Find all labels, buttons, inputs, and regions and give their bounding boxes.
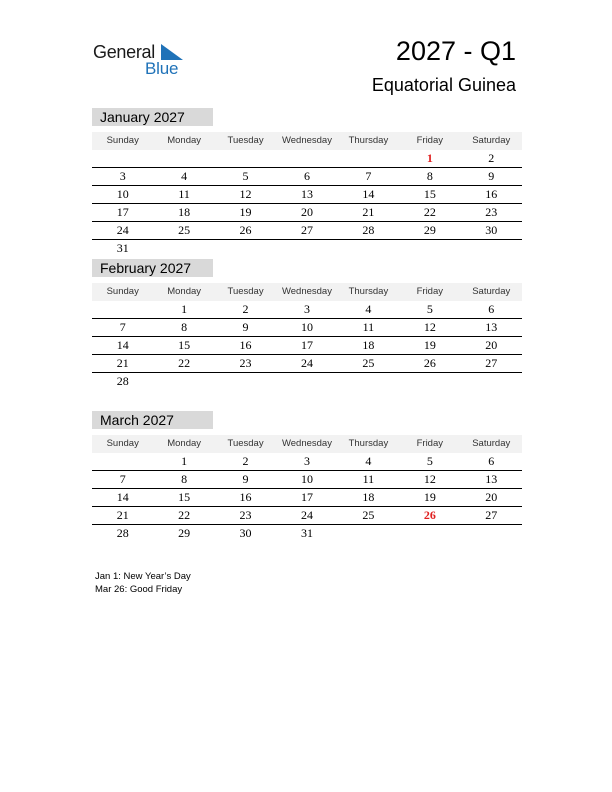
day-cell: 6 [303,169,310,183]
day-cell [399,525,460,542]
holiday-note: Jan 1: New Year’s Day [95,571,191,582]
weekday-label: Tuesday [227,438,264,449]
weekday-label: Tuesday [227,286,264,297]
day-cell: 24 [116,223,129,237]
day-cell: 20 [485,490,498,504]
day-cell: 7 [365,169,372,183]
day-cell: 12 [239,187,252,201]
day-cell: 31 [116,241,129,255]
day-cell: 10 [300,472,313,486]
weekday-label: Monday [167,286,202,297]
weekday-label: Sunday [106,135,139,146]
day-cell: 14 [116,338,129,352]
day-cell [276,150,337,167]
week-row [92,204,522,222]
day-cell: 29 [178,526,191,540]
day-cell: 8 [181,472,188,486]
month-grid [92,453,522,542]
week-row [92,168,522,186]
day-cell: 4 [181,169,188,183]
day-cell: 15 [178,338,191,352]
week-row [92,373,522,390]
brand-name-general: General [93,42,155,62]
day-cell: 2 [242,302,249,316]
day-cell [215,373,276,390]
month-title: January 2027 [92,108,213,126]
week-row [92,337,522,355]
week-row [92,222,522,240]
day-cell: 5 [426,454,433,468]
day-cell: 7 [119,472,126,486]
weekday-label: Wednesday [281,286,332,297]
day-cell: 28 [116,526,129,540]
day-cell [461,240,522,257]
day-cell: 6 [488,302,495,316]
day-cell [276,240,337,257]
day-cell: 18 [178,205,191,219]
day-cell: 5 [242,169,249,183]
day-cell [276,373,337,390]
day-cell: 26 [423,356,436,370]
day-cell: 3 [119,169,126,183]
weekday-label: Sunday [106,438,139,449]
day-cell: 9 [242,320,249,334]
week-row [92,471,522,489]
week-row [92,453,522,471]
day-cell [338,373,399,390]
weekday-label: Wednesday [281,438,332,449]
weekday-label: Friday [416,135,444,146]
day-cell: 8 [181,320,188,334]
day-cell: 30 [485,223,498,237]
day-cell: 1 [181,302,188,316]
day-cell: 23 [485,205,498,219]
month-grid [92,301,522,390]
week-row [92,186,522,204]
day-cell: 31 [300,526,313,540]
week-row [92,240,522,257]
day-cell [338,150,399,167]
weekday-label: Tuesday [227,135,264,146]
weekday-label: Thursday [348,438,389,449]
holiday-day-cell: 1 [426,151,433,165]
day-cell: 28 [362,223,375,237]
day-cell: 3 [303,454,310,468]
day-cell: 2 [488,151,495,165]
day-cell: 6 [488,454,495,468]
day-cell: 18 [362,338,375,352]
day-cell: 11 [362,472,375,486]
day-cell [461,525,522,542]
day-cell: 22 [423,205,436,219]
month-january [92,108,522,257]
day-cell: 27 [300,223,313,237]
day-cell: 19 [423,338,436,352]
day-cell [153,150,214,167]
day-cell [338,525,399,542]
holiday-notes [95,570,191,596]
month-march [92,411,522,542]
weekday-label: Saturday [472,135,511,146]
day-cell: 15 [423,187,436,201]
day-cell: 9 [488,169,495,183]
day-cell: 21 [116,508,129,522]
weekday-label: Monday [167,135,202,146]
weekday-label: Thursday [348,135,389,146]
day-cell: 17 [300,338,313,352]
weekday-label: Saturday [472,438,511,449]
day-cell: 4 [365,302,372,316]
day-cell [153,373,214,390]
weekday-label: Wednesday [281,135,332,146]
day-cell: 24 [300,508,313,522]
weekday-label: Thursday [348,286,389,297]
day-cell: 23 [239,508,252,522]
day-cell: 10 [116,187,129,201]
weekday-header [92,132,522,150]
day-cell [215,150,276,167]
month-title: February 2027 [92,259,213,277]
week-row [92,301,522,319]
month-grid [92,150,522,257]
day-cell [153,240,214,257]
month-february [92,259,522,390]
weekday-header [92,435,522,453]
day-cell: 22 [178,356,191,370]
day-cell: 28 [116,374,129,388]
day-cell: 16 [485,187,498,201]
week-row [92,319,522,337]
day-cell: 14 [362,187,375,201]
weekday-label: Saturday [472,286,511,297]
brand-triangle-icon [161,44,183,60]
day-cell: 9 [242,472,249,486]
day-cell: 3 [303,302,310,316]
day-cell: 25 [178,223,191,237]
day-cell [399,373,460,390]
day-cell: 17 [300,490,313,504]
day-cell: 22 [178,508,191,522]
day-cell [461,373,522,390]
day-cell: 16 [239,338,252,352]
day-cell: 17 [116,205,129,219]
day-cell: 13 [485,472,498,486]
week-row [92,507,522,525]
day-cell: 18 [362,490,375,504]
weekday-label: Monday [167,438,202,449]
week-row [92,489,522,507]
day-cell: 27 [485,508,498,522]
day-cell: 1 [181,454,188,468]
day-cell: 14 [116,490,129,504]
day-cell: 7 [119,320,126,334]
day-cell: 5 [426,302,433,316]
day-cell: 11 [178,187,190,201]
day-cell: 26 [239,223,252,237]
day-cell: 29 [423,223,436,237]
week-row [92,150,522,168]
day-cell: 20 [300,205,313,219]
month-title: March 2027 [92,411,213,429]
day-cell: 13 [485,320,498,334]
day-cell: 27 [485,356,498,370]
holiday-note: Mar 26: Good Friday [95,584,183,595]
holiday-day-cell: 26 [423,508,436,522]
day-cell: 12 [423,472,436,486]
week-row [92,355,522,373]
day-cell: 25 [362,508,375,522]
brand-name-blue: Blue [145,59,179,78]
weekday-label: Friday [416,438,444,449]
day-cell: 24 [300,356,313,370]
day-cell [338,240,399,257]
day-cell: 21 [362,205,375,219]
day-cell: 19 [239,205,252,219]
day-cell [92,301,153,318]
day-cell: 16 [239,490,252,504]
day-cell: 15 [178,490,191,504]
day-cell: 13 [300,187,313,201]
day-cell: 12 [423,320,436,334]
weekday-header [92,283,522,301]
day-cell: 30 [239,526,252,540]
day-cell [92,453,153,470]
day-cell: 11 [362,320,375,334]
day-cell: 19 [423,490,436,504]
day-cell: 23 [239,356,252,370]
day-cell: 8 [426,169,433,183]
day-cell: 25 [362,356,375,370]
day-cell: 4 [365,454,372,468]
day-cell [399,240,460,257]
day-cell: 20 [485,338,498,352]
day-cell: 21 [116,356,129,370]
day-cell [92,150,153,167]
country-name: Equatorial Guinea [371,75,516,95]
weekday-label: Friday [416,286,444,297]
day-cell [215,240,276,257]
week-row [92,525,522,542]
day-cell: 2 [242,454,249,468]
page-title: 2027 - Q1 [395,36,516,66]
weekday-label: Sunday [106,286,139,297]
day-cell: 10 [300,320,313,334]
brand-logo [93,40,193,80]
